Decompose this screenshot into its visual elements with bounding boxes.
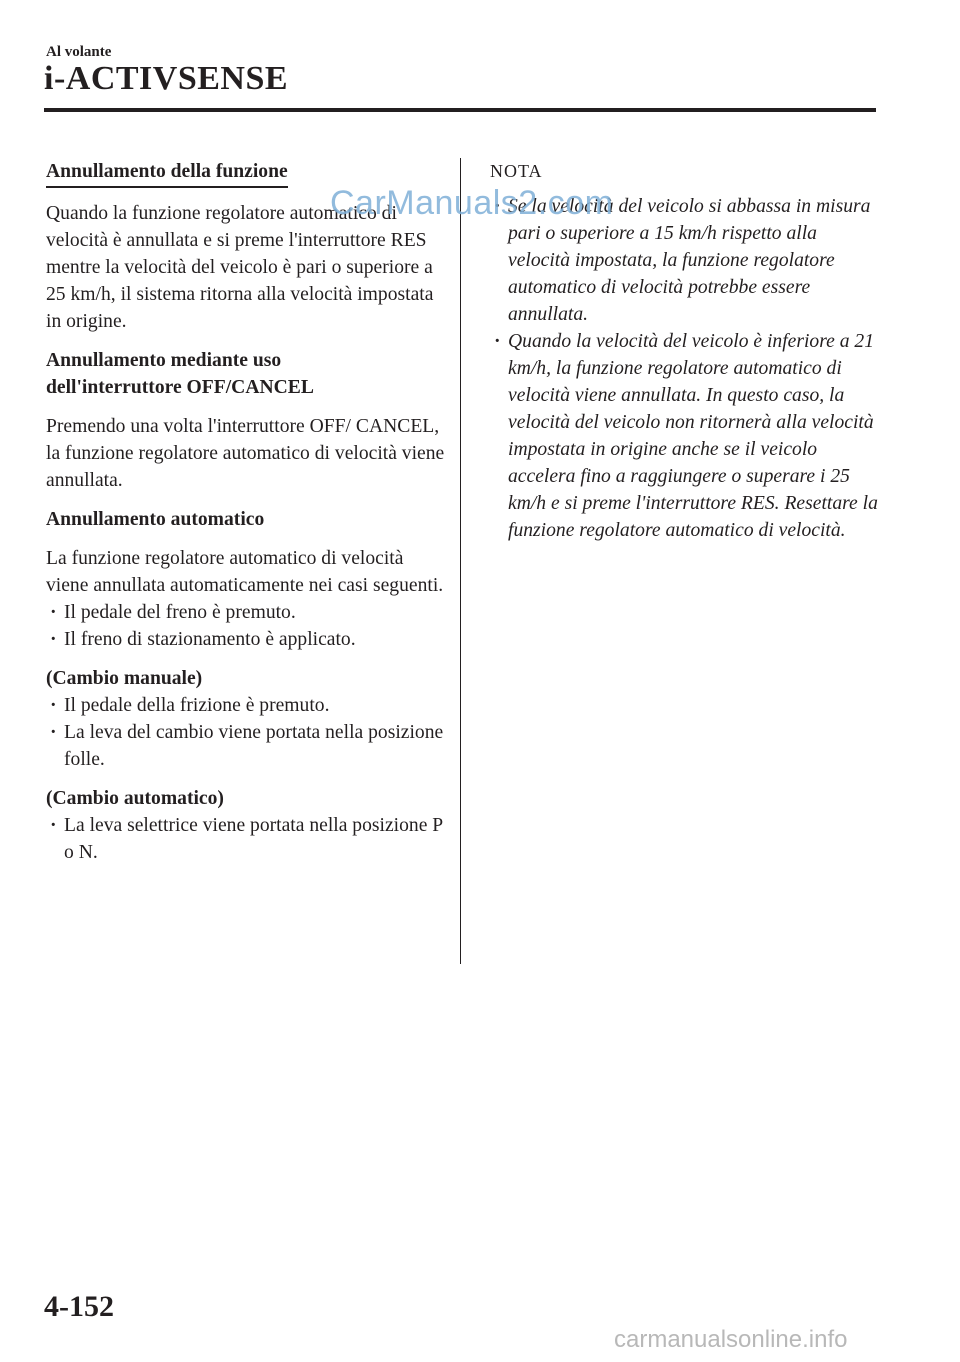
list-item: · Se la velocità del veicolo si abbassa in misura pari o superiore a 15 km/h rispetto alla velocità impostata, la funzione regolatore automatico di velocità potrebbe essere annullata.: [490, 193, 880, 328]
list-item: · Il freno di stazionamento è applicato.: [46, 626, 446, 653]
footer-site-link[interactable]: carmanualsonline.info: [614, 1326, 848, 1353]
cancel-body: Quando la funzione regolatore automatico di velocità è annullata e si preme l'interruttore RES mentre la velocità del veicolo è pari o superiore a 25 km/h, il sistema ritorna alla velocità impostata in origine.: [46, 203, 434, 332]
column-divider: [460, 158, 461, 964]
watermark-logo: CarManuals2.com: [330, 184, 614, 222]
manual-heading: (Cambio manuale): [46, 668, 203, 689]
auto-list: [46, 599, 446, 653]
left-column: [46, 158, 446, 866]
auto-heading: Annullamento automatico: [46, 509, 265, 530]
manual-list: [46, 692, 446, 773]
header-rule: [44, 108, 876, 112]
list-item: · La leva selettrice viene portata nella posizione P o N.: [46, 812, 446, 866]
auto-body: La funzione regolatore automatico di velocità viene annullata automaticamente nei casi seguenti.: [46, 548, 444, 596]
note-title: NOTA: [490, 161, 543, 181]
page-number: 4-152: [44, 1290, 114, 1323]
automatic-list: [46, 812, 446, 866]
switch-heading: Annullamento mediante uso dell'interruttore OFF/CANCEL: [46, 350, 314, 398]
section-label: Al volante: [46, 44, 112, 60]
cancel-heading: Annullamento della funzione: [46, 158, 446, 188]
chapter-title: i-ACTIVSENSE: [44, 60, 289, 97]
list-item: · Il pedale del freno è premuto.: [46, 599, 446, 626]
list-item: · Quando la velocità del veicolo è inferiore a 21 km/h, la funzione regolatore automatico di velocità viene annullata. In questo caso, la velocità del veicolo non ritornerà alla velocità impostata in origine anche se il veicolo accelera fino a raggiungere o superare i 25 km/h e si preme l'interruttore RES. Resettare la funzione regolatore automatico di velocità.: [490, 328, 880, 544]
list-item: · Il pedale della frizione è premuto.: [46, 692, 446, 719]
note-list: [490, 193, 880, 544]
automatic-heading: (Cambio automatico): [46, 788, 224, 809]
list-item: · La leva del cambio viene portata nella posizione folle.: [46, 719, 446, 773]
switch-body: Premendo una volta l'interruttore OFF/ CANCEL, la funzione regolatore automatico di velocità viene annullata.: [46, 416, 445, 491]
